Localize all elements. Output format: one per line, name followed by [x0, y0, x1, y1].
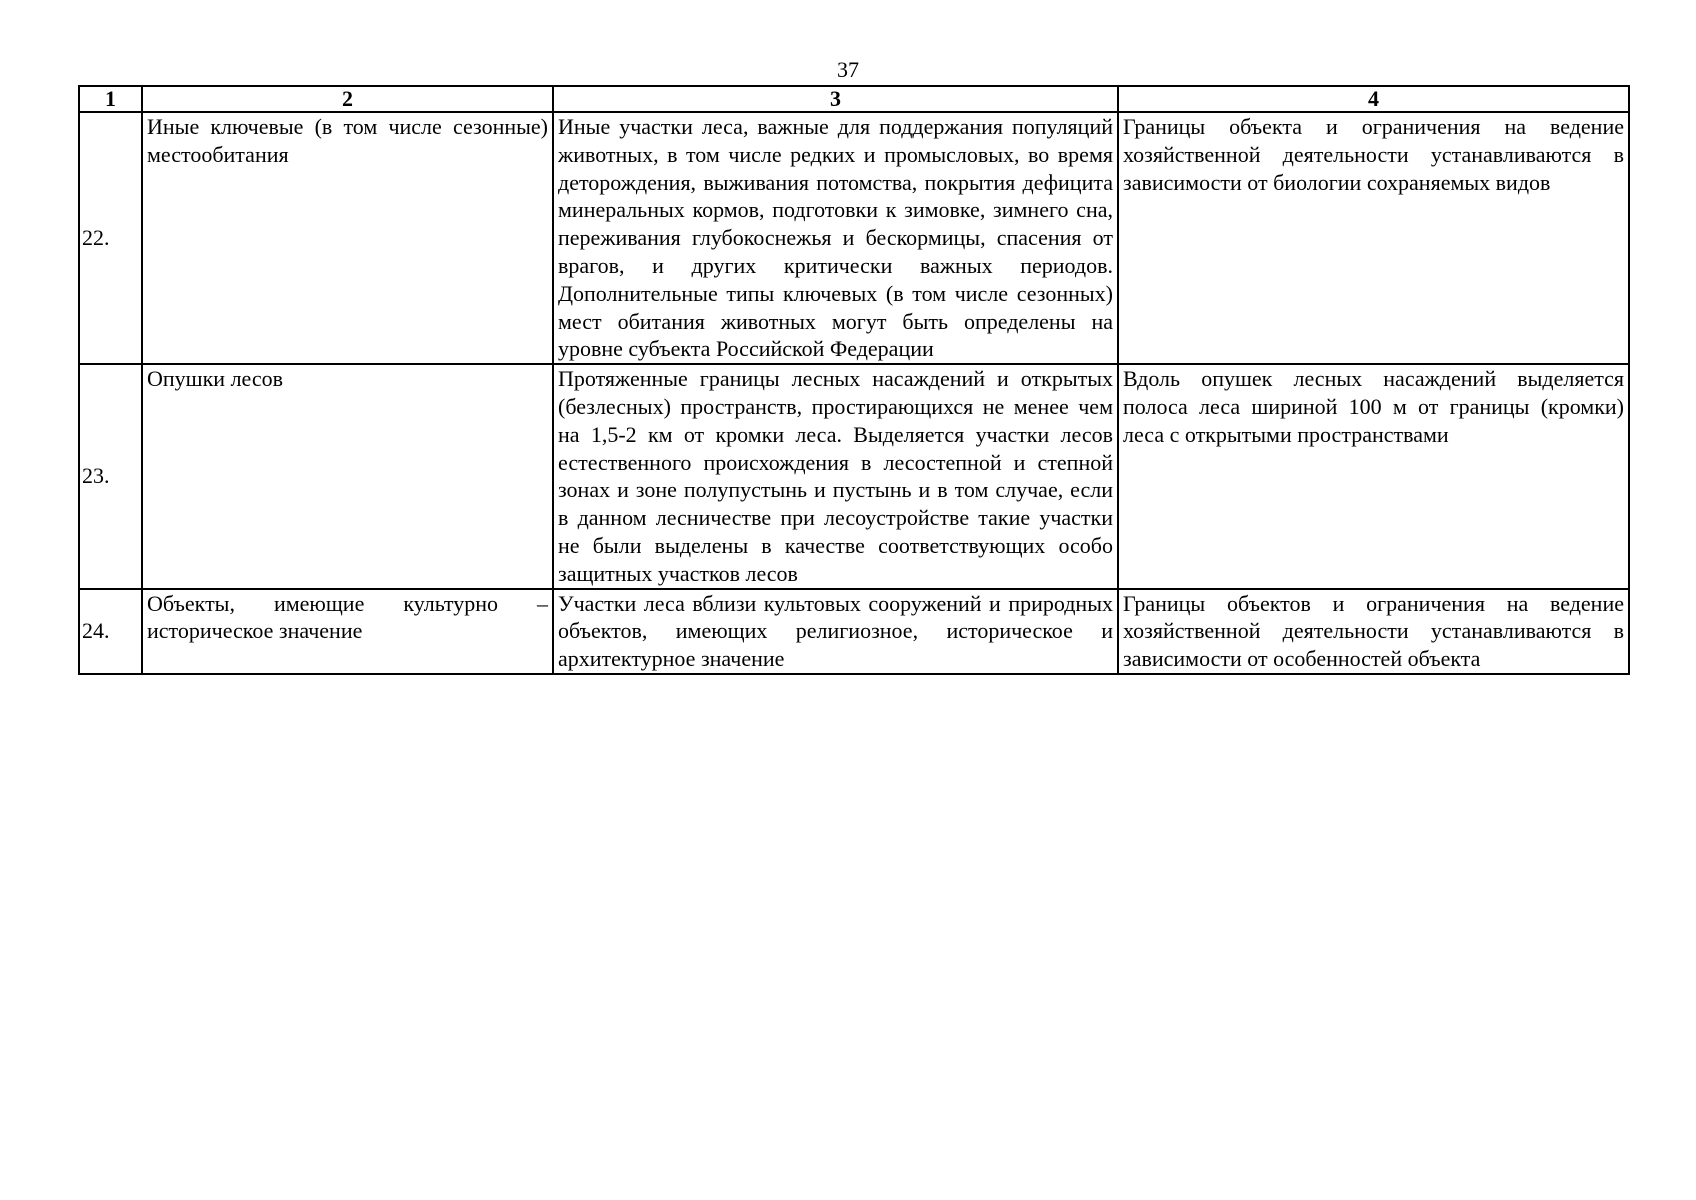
page-number: 37 [837, 57, 859, 82]
column-header-3: 3 [553, 86, 1118, 112]
object-description: Иные участки леса, важные для поддержания популяций животных, в том числе редких и промысловых, во время деторождения, выживания потомства, покрытия дефицита минеральных кормов, подготовки к зимовке, зимнего сна, переживания глубокоснежья и бескормицы, спасения от врагов, и других критически важных периодов. Дополнительные типы ключевых (в том числе сезонных) мест обитания животных могут быть определены на уровне субъекта Российской Федерации [553, 112, 1118, 364]
column-header-2: 2 [142, 86, 553, 112]
table-row [79, 589, 1629, 674]
row-number: 23. [79, 364, 142, 588]
object-description: Протяженные границы лесных насаждений и открытых (безлесных) пространств, простирающихся не менее чем на 1,5-2 км от кромки леса. Выделяется участки лесов естественного происхождения в лесостепной и степной зонах и зоне полупустынь и пустынь и в том случае, если в данном лесничестве при лесоустройстве такие участки не были выделены в качестве соответствующих особо защитных участков лесов [553, 364, 1118, 588]
column-header-1: 1 [79, 86, 142, 112]
row-number: 22. [79, 112, 142, 364]
column-header-4: 4 [1118, 86, 1629, 112]
table-header-row [79, 86, 1629, 112]
object-name: Объекты, имеющие культурно – историческое значение [142, 589, 553, 674]
object-name: Опушки лесов [142, 364, 553, 588]
object-name: Иные ключевые (в том числе сезонные) местообитания [142, 112, 553, 364]
table-row [79, 364, 1629, 588]
object-description: Участки леса вблизи культовых сооружений и природных объектов, имеющих религиозное, историческое и архитектурное значение [553, 589, 1118, 674]
object-restrictions: Границы объекта и ограничения на ведение хозяйственной деятельности устанавливаются в зависимости от биологии сохраняемых видов [1118, 112, 1629, 364]
object-restrictions: Границы объектов и ограничения на ведение хозяйственной деятельности устанавливаются в зависимости от особенностей объекта [1118, 589, 1629, 674]
row-number: 24. [79, 589, 142, 674]
object-restrictions: Вдоль опушек лесных насаждений выделяется полоса леса шириной 100 м от границы (кромки) леса с открытыми пространствами [1118, 364, 1629, 588]
document-table [78, 85, 1630, 675]
table-row [79, 112, 1629, 364]
